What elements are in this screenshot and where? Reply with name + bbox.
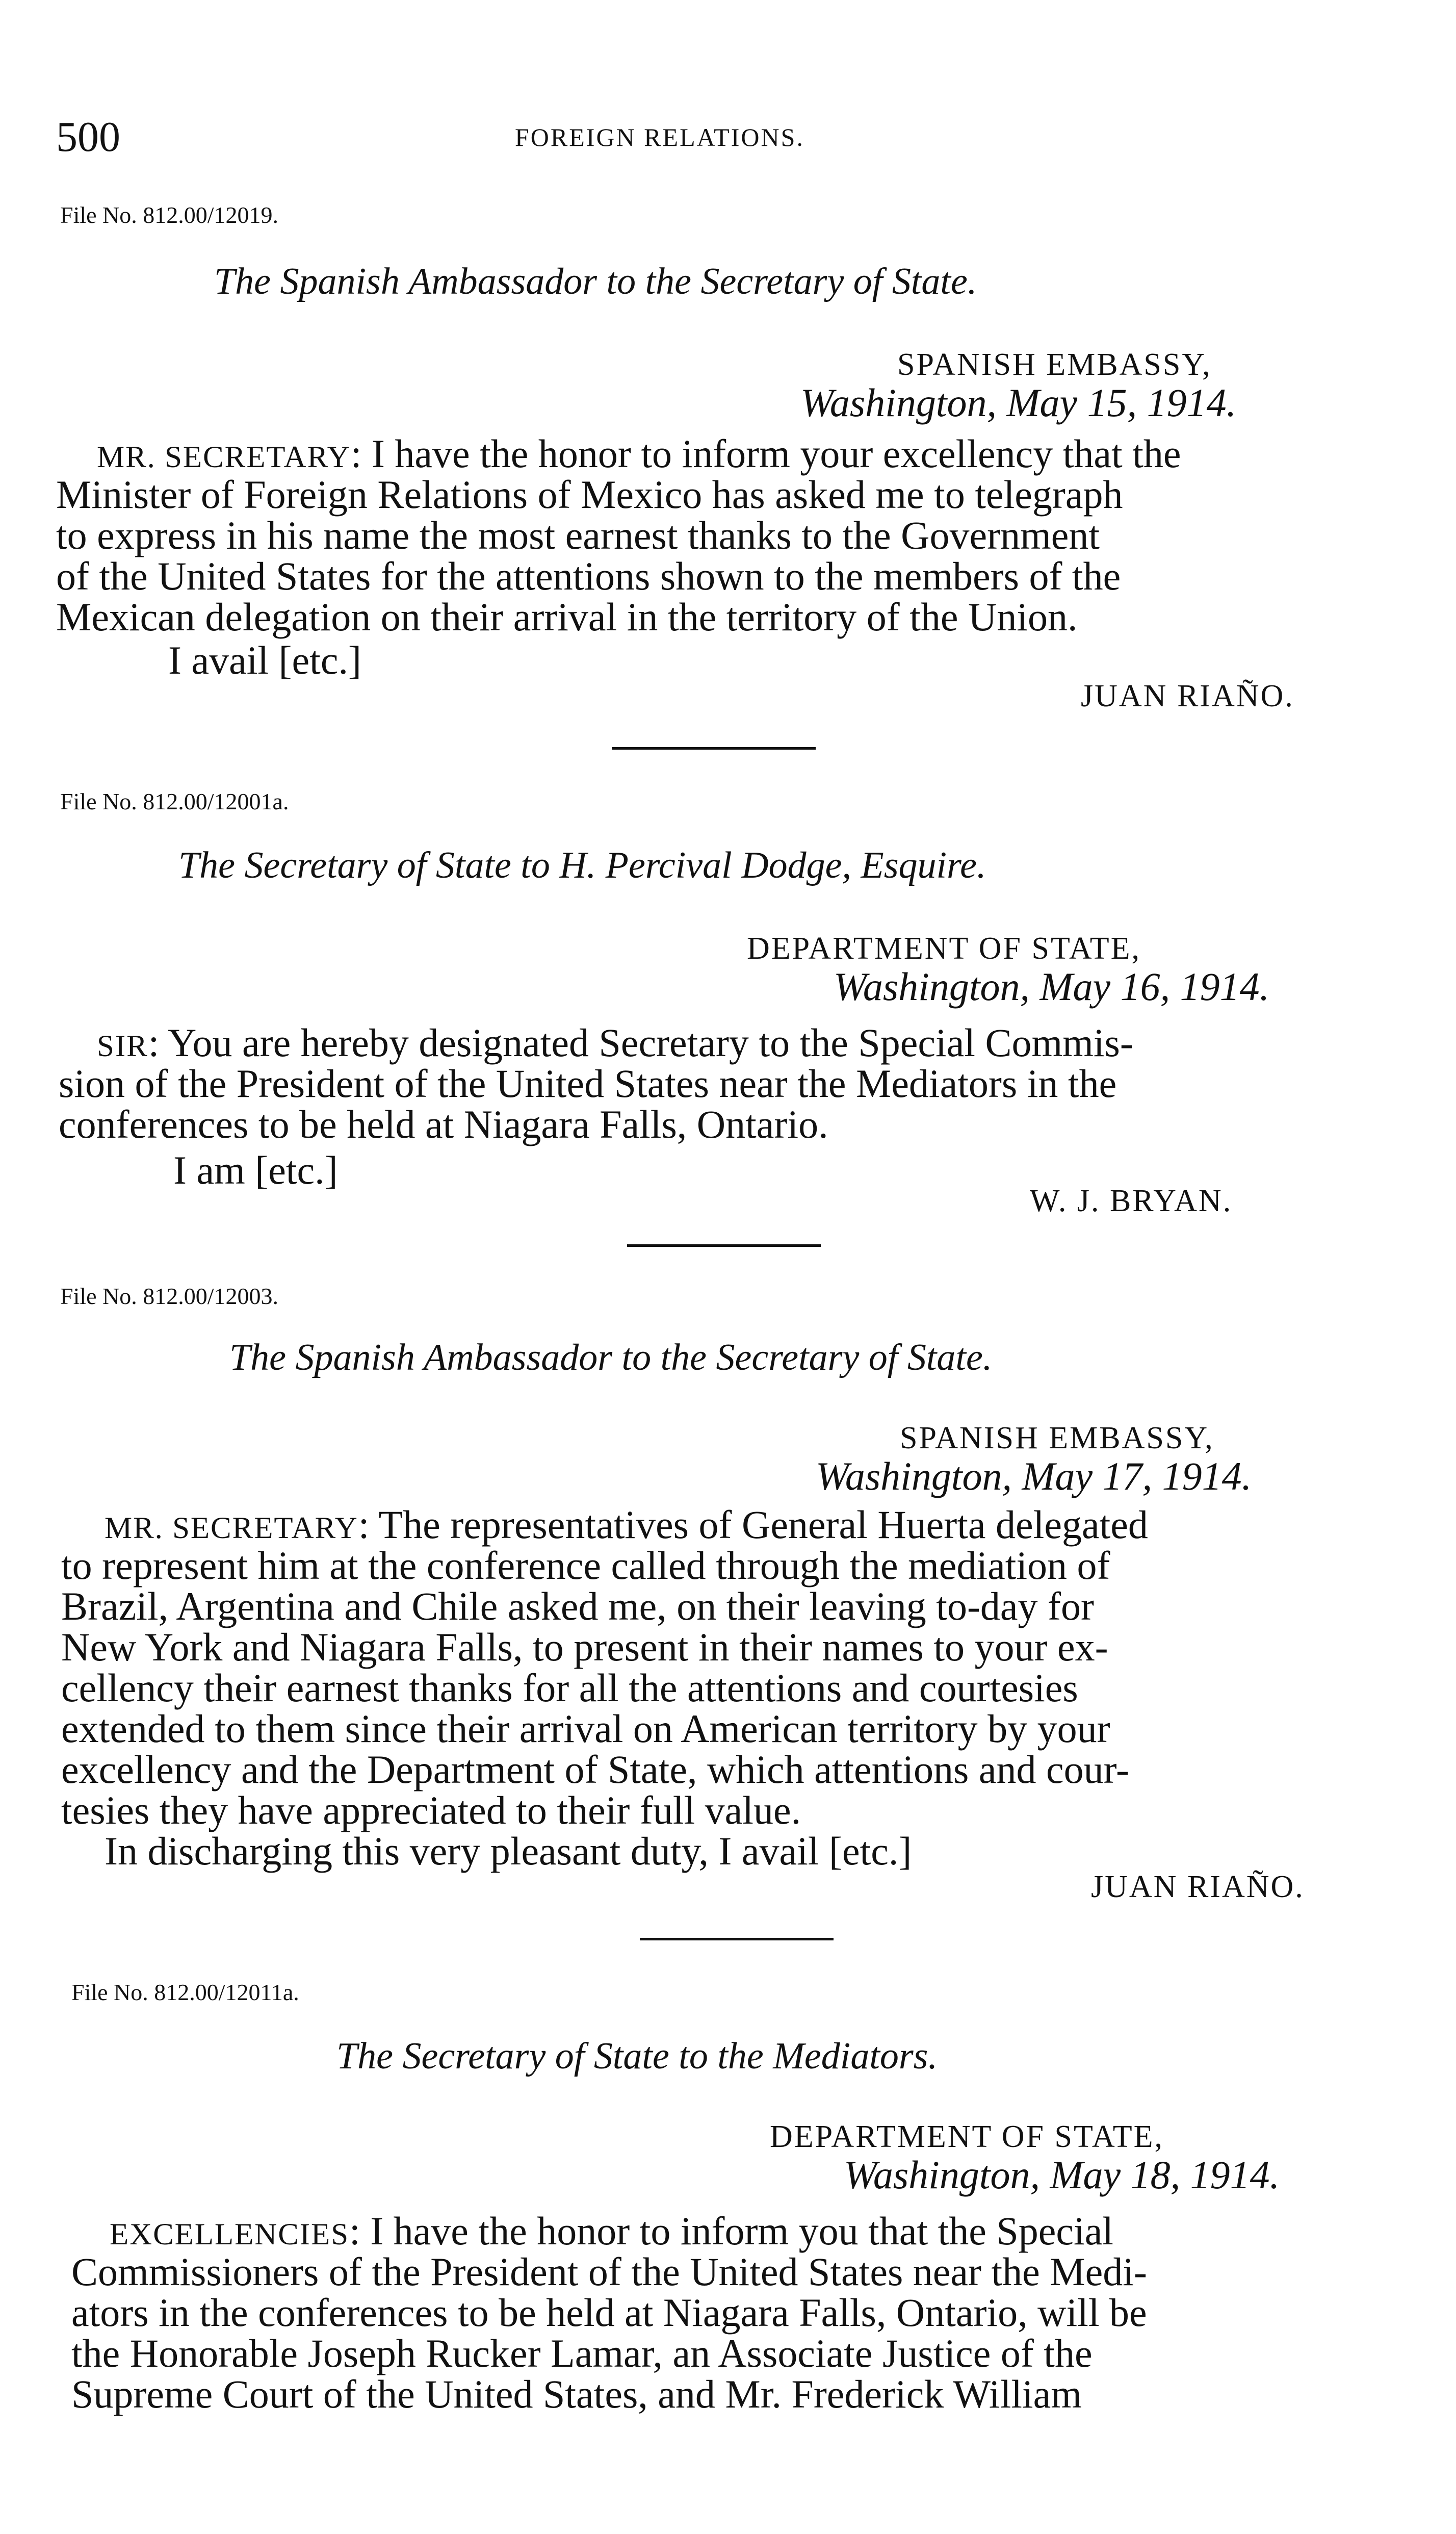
body-line-2: to represent him at the conference called through the mediation of <box>61 1543 1110 1588</box>
letter-date: Washington, May 18, 1914. <box>844 2153 1280 2197</box>
body-line-3: conferences to be held at Niagara Falls, Ontario. <box>59 1102 828 1146</box>
sender-address: DEPARTMENT OF STATE, <box>770 2119 1164 2154</box>
signature: JUAN RIAÑO. <box>1081 679 1294 713</box>
letter-heading: The Spanish Ambassador to the Secretary of State. <box>214 261 977 302</box>
body-line-4: the Honorable Joseph Rucker Lamar, an Associate Justice of the <box>71 2331 1093 2375</box>
body-line-6: extended to them since their arrival on American territory by your <box>61 1706 1110 1751</box>
letter-date: Washington, May 15, 1914. <box>800 380 1237 425</box>
divider-rule <box>640 1938 834 1940</box>
closing: I avail [etc.] <box>168 638 361 682</box>
signature: W. J. BRYAN. <box>1030 1184 1233 1218</box>
body-line-2: sion of the President of the United States near the Mediators in the <box>59 1061 1117 1106</box>
body-line-1: SIR: You are hereby designated Secretary to the Special Commis- <box>97 1020 1133 1065</box>
body-line-1: EXCELLENCIES: I have the honor to inform you that the Special <box>110 2209 1113 2253</box>
letter-heading: The Secretary of State to the Mediators. <box>336 2035 938 2077</box>
salutation: MR. SECRETARY <box>105 1511 358 1545</box>
body-line-8: tesies they have appreciated to their full value. <box>61 1788 801 1832</box>
file-number: File No. 812.00/12019. <box>60 202 279 228</box>
body-line-2: Commissioners of the President of the United States near the Medi- <box>71 2249 1147 2294</box>
body-line-7: excellency and the Department of State, which attentions and cour- <box>61 1747 1129 1791</box>
file-number: File No. 812.00/12001a. <box>60 788 289 814</box>
signature: JUAN RIAÑO. <box>1091 1870 1305 1904</box>
body-line-1: MR. SECRETARY: I have the honor to inform your excellency that the <box>97 431 1181 476</box>
sender-address: SPANISH EMBASSY, <box>897 347 1212 382</box>
body-line-5: cellency their earnest thanks for all the attentions and courtesies <box>61 1666 1078 1710</box>
body-line-5: Mexican delegation on their arrival in the territory of the Union. <box>56 595 1078 639</box>
sender-address: SPANISH EMBASSY, <box>900 1421 1214 1455</box>
divider-rule <box>627 1244 821 1247</box>
body-line-4: of the United States for the attentions shown to the members of the <box>56 554 1121 598</box>
salutation: EXCELLENCIES <box>110 2217 350 2251</box>
sender-address: DEPARTMENT OF STATE, <box>747 931 1141 966</box>
letter-heading: The Secretary of State to H. Percival Dodge, Esquire. <box>178 844 986 886</box>
letter-date: Washington, May 16, 1914. <box>834 964 1270 1009</box>
body-line-2: Minister of Foreign Relations of Mexico has asked me to telegraph <box>56 472 1123 517</box>
running-head: FOREIGN RELATIONS. <box>515 123 804 151</box>
page-number: 500 <box>56 113 120 161</box>
salutation: MR. SECRETARY <box>97 440 351 474</box>
divider-rule <box>612 747 816 750</box>
salutation: SIR <box>97 1029 148 1063</box>
closing: In discharging this very pleasant duty, I avail [etc.] <box>105 1829 912 1873</box>
body-line-3: ators in the conferences to be held at Niagara Falls, Ontario, will be <box>71 2290 1147 2335</box>
body-line-5: Supreme Court of the United States, and Mr. Frederick William <box>71 2372 1082 2416</box>
body-line-4: New York and Niagara Falls, to present in their names to your ex- <box>61 1625 1108 1669</box>
letter-date: Washington, May 17, 1914. <box>816 1454 1252 1498</box>
body-line-3: to express in his name the most earnest thanks to the Government <box>56 513 1100 557</box>
file-number: File No. 812.00/12011a. <box>71 1979 299 2005</box>
file-number: File No. 812.00/12003. <box>60 1283 279 1309</box>
closing: I am [etc.] <box>173 1148 338 1192</box>
letter-heading: The Spanish Ambassador to the Secretary of State. <box>229 1337 993 1378</box>
body-line-1: MR. SECRETARY: The representatives of General Huerta delegated <box>105 1502 1148 1547</box>
body-line-3: Brazil, Argentina and Chile asked me, on their leaving to-day for <box>61 1584 1094 1628</box>
